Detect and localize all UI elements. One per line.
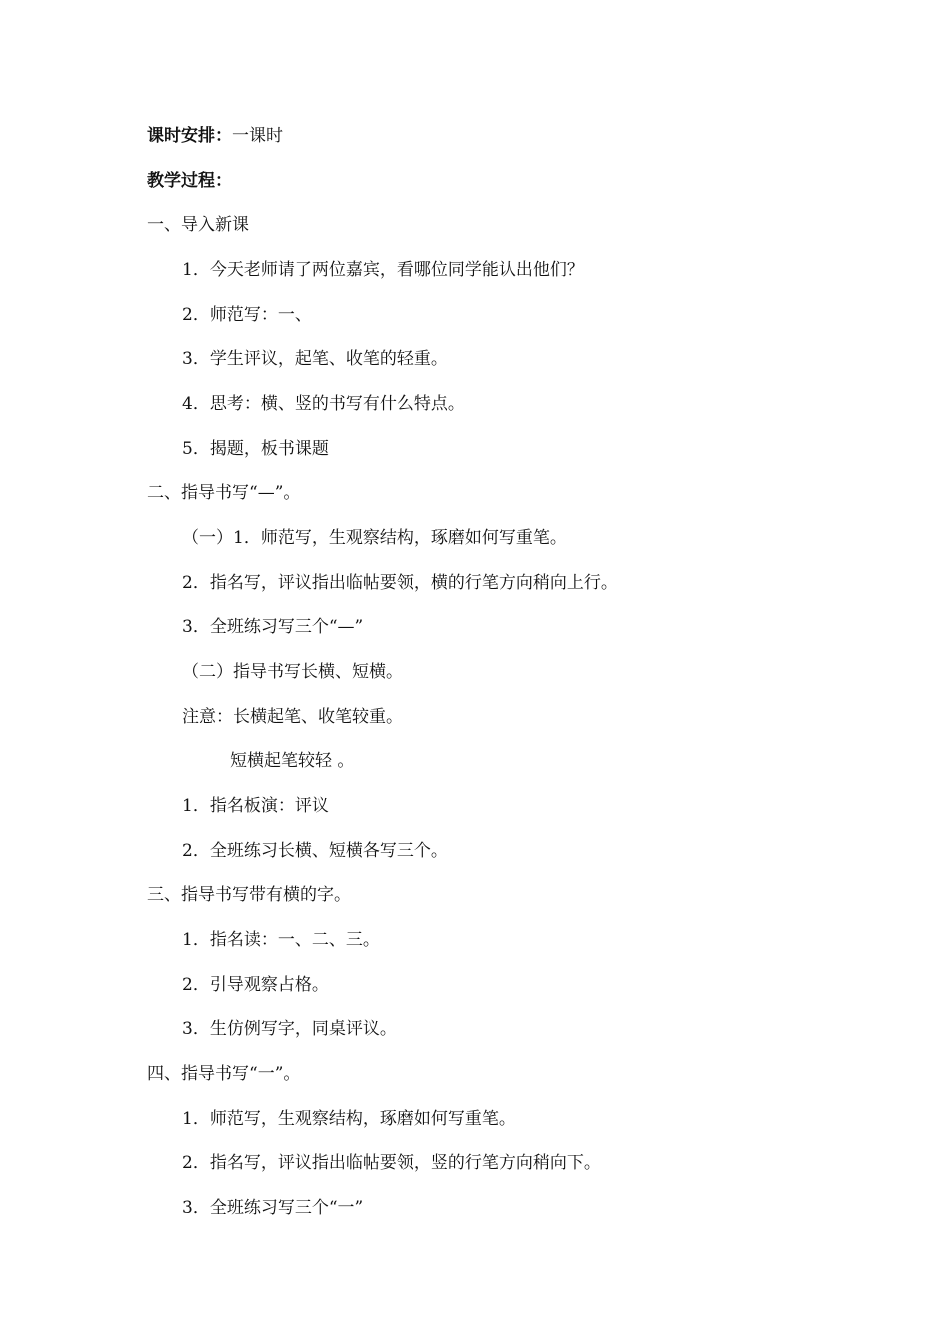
list-item: 5．揭题，板书课题 [182, 439, 329, 459]
list-item: 4．思考：横、竖的书写有什么特点。 [182, 394, 465, 414]
list-item: 3．生仿例写字，同桌评议。 [182, 1019, 397, 1039]
list-item: 3．全班练习写三个“一” [182, 1198, 364, 1218]
list-item: 1．师范写，生观察结构，琢磨如何写重笔。 [182, 1109, 516, 1129]
list-item: 3．全班练习写三个“—” [182, 617, 364, 637]
list-item: 2．指名写，评议指出临帖要领，竖的行笔方向稍向下。 [182, 1153, 601, 1173]
list-item: 2．指名写，评议指出临帖要领，横的行笔方向稍向上行。 [182, 573, 618, 593]
note-line: 短横起笔较轻 。 [230, 751, 355, 771]
section-heading: 三、指导书写带有横的字。 [147, 885, 351, 905]
list-item: 1．指名读：一、二、三。 [182, 930, 380, 950]
section-heading: 二、指导书写“—”。 [147, 483, 301, 503]
schedule-value: 一课时 [232, 126, 283, 146]
list-item: 1．今天老师请了两位嘉宾，看哪位同学能认出他们？ [182, 260, 584, 280]
list-item: （一）1．师范写，生观察结构，琢磨如何写重笔。 [182, 528, 567, 548]
list-item: 2．师范写：一、 [182, 305, 312, 325]
list-item: （二）指导书写长横、短横。 [182, 662, 403, 682]
list-item: 3．学生评议，起笔、收笔的轻重。 [182, 349, 448, 369]
process-heading: 教学过程： [147, 171, 232, 191]
section-heading: 一、导入新课 [147, 215, 249, 235]
schedule-label: 课时安排： [147, 126, 232, 146]
note-line: 注意：长横起笔、收笔较重。 [182, 707, 403, 727]
list-item: 1．指名板演：评议 [182, 796, 329, 816]
schedule-line [147, 125, 283, 147]
list-item: 2．引导观察占格。 [182, 975, 329, 995]
section-heading: 四、指导书写“一”。 [147, 1064, 301, 1084]
list-item: 2．全班练习长横、短横各写三个。 [182, 841, 448, 861]
